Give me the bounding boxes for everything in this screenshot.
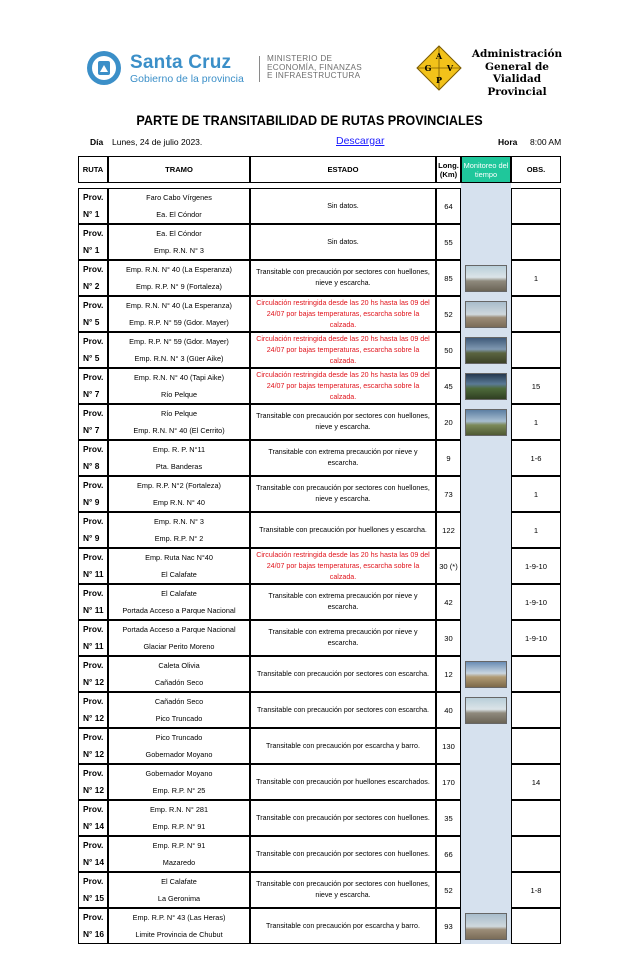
monitor-cell xyxy=(461,476,511,512)
monitor-cell xyxy=(461,368,511,404)
status-cell: Transitable con extrema precaución por nieve y escarcha. xyxy=(250,440,436,476)
route-cell: Prov. N° 7 xyxy=(78,368,108,404)
table-row xyxy=(78,404,561,440)
table-row xyxy=(78,476,561,512)
segment-cell: Cañadón Seco Pico Truncado xyxy=(108,692,250,728)
segment-cell: El Calafate La Geronima xyxy=(108,872,250,908)
day-value: Lunes, 24 de julio 2023. xyxy=(112,137,203,147)
monitor-cell xyxy=(461,656,511,692)
province-subtitle: Gobierno de la provincia xyxy=(130,73,244,85)
agency-name: Administración General de Vialidad Provincial xyxy=(471,48,563,98)
length-cell: 30 xyxy=(436,620,461,656)
length-cell: 122 xyxy=(436,512,461,548)
length-cell: 85 xyxy=(436,260,461,296)
table-row xyxy=(78,548,561,584)
route-cell: Prov. N° 1 xyxy=(78,188,108,224)
obs-cell: 1 xyxy=(511,260,561,296)
segment-cell: Río Pelque Emp. R.N. N° 40 (El Cerrito) xyxy=(108,404,250,440)
length-cell: 12 xyxy=(436,656,461,692)
route-cell: Prov. N° 5 xyxy=(78,296,108,332)
length-cell: 30 (*) xyxy=(436,548,461,584)
length-cell: 170 xyxy=(436,764,461,800)
weather-camera-thumbnail[interactable] xyxy=(465,913,507,940)
segment-cell: Emp. R.P. N°2 (Fortaleza) Emp R.N. N° 40 xyxy=(108,476,250,512)
agvp-letter: G xyxy=(424,63,432,73)
obs-cell: 1 xyxy=(511,476,561,512)
status-cell: Circulación restringida desde las 20 hs hasta las 09 del 24/07 por bajas temperaturas, escarcha sobre la calzada. xyxy=(250,332,436,368)
obs-cell: 1 xyxy=(511,512,561,548)
obs-cell: 14 xyxy=(511,764,561,800)
monitor-cell xyxy=(461,548,511,584)
monitor-cell xyxy=(461,404,511,440)
status-cell: Transitable con precaución por sectores con huellones, nieve y escarcha. xyxy=(250,872,436,908)
obs-cell xyxy=(511,656,561,692)
status-cell: Transitable con precaución por sectores con huellones, nieve y escarcha. xyxy=(250,260,436,296)
ministry-name: MINISTERIO DE ECONOMÍA, FINANZAS E INFRAESTRUCTURA xyxy=(267,54,363,81)
route-cell: Prov. N° 9 xyxy=(78,512,108,548)
monitor-cell xyxy=(461,908,511,944)
segment-cell: Ea. El Cóndor Emp. R.N. N° 3 xyxy=(108,224,250,260)
status-cell: Transitable con precaución por huellones escarchados. xyxy=(250,764,436,800)
monitor-cell xyxy=(461,296,511,332)
length-cell: 20 xyxy=(436,404,461,440)
status-cell: Sin datos. xyxy=(250,224,436,260)
monitor-cell xyxy=(461,584,511,620)
download-link[interactable]: Descargar xyxy=(336,135,385,147)
table-row xyxy=(78,872,561,908)
col-header-monitor: Monitoreo del tiempo xyxy=(461,156,511,183)
col-header-tramo: TRAMO xyxy=(108,156,250,183)
status-cell: Transitable con precaución por sectores con huellones. xyxy=(250,800,436,836)
route-cell: Prov. N° 12 xyxy=(78,656,108,692)
weather-camera-thumbnail[interactable] xyxy=(465,697,507,724)
table-row xyxy=(78,908,561,944)
obs-cell xyxy=(511,188,561,224)
col-header-ruta: RUTA xyxy=(78,156,108,183)
status-cell: Transitable con precaución por sectores con escarcha. xyxy=(250,692,436,728)
route-cell: Prov. N° 5 xyxy=(78,332,108,368)
agvp-letter: V xyxy=(446,63,454,73)
route-cell: Prov. N° 15 xyxy=(78,872,108,908)
segment-cell: Emp. R.N. N° 281 Emp. R.P. N° 91 xyxy=(108,800,250,836)
obs-cell xyxy=(511,728,561,764)
weather-camera-thumbnail[interactable] xyxy=(465,373,507,400)
segment-cell: Faro Cabo Vírgenes Ea. El Cóndor xyxy=(108,188,250,224)
agvp-letter: A xyxy=(435,51,443,61)
obs-cell xyxy=(511,296,561,332)
route-cell: Prov. N° 7 xyxy=(78,404,108,440)
monitor-cell xyxy=(461,440,511,476)
obs-cell: 1 xyxy=(511,404,561,440)
table-row xyxy=(78,332,561,368)
route-cell: Prov. N° 9 xyxy=(78,476,108,512)
monitor-cell xyxy=(461,332,511,368)
segment-cell: Gobernador Moyano Emp. R.P. N° 25 xyxy=(108,764,250,800)
status-cell: Transitable con precaución por huellones y escarcha. xyxy=(250,512,436,548)
segment-cell: Pico Truncado Gobernador Moyano xyxy=(108,728,250,764)
length-cell: 42 xyxy=(436,584,461,620)
col-header-obs: OBS. xyxy=(511,156,561,183)
monitor-cell xyxy=(461,188,511,224)
route-cell: Prov. N° 11 xyxy=(78,584,108,620)
status-cell: Transitable con extrema precaución por nieve y escarcha. xyxy=(250,620,436,656)
length-cell: 93 xyxy=(436,908,461,944)
route-cell: Prov. N° 2 xyxy=(78,260,108,296)
segment-cell: El Calafate Portada Acceso a Parque Nacional xyxy=(108,584,250,620)
length-cell: 9 xyxy=(436,440,461,476)
length-cell: 52 xyxy=(436,872,461,908)
route-cell: Prov. N° 16 xyxy=(78,908,108,944)
table-row xyxy=(78,620,561,656)
obs-cell: 15 xyxy=(511,368,561,404)
table-row xyxy=(78,440,561,476)
weather-camera-thumbnail[interactable] xyxy=(465,337,507,364)
obs-cell: 1-8 xyxy=(511,872,561,908)
monitor-cell xyxy=(461,260,511,296)
route-cell: Prov. N° 14 xyxy=(78,800,108,836)
status-cell: Transitable con precaución por escarcha y barro. xyxy=(250,908,436,944)
table-row xyxy=(78,728,561,764)
routes-table xyxy=(78,156,561,944)
agvp-letter: P xyxy=(435,75,443,85)
table-header-row xyxy=(78,156,561,183)
length-cell: 40 xyxy=(436,692,461,728)
header-divider xyxy=(259,56,260,82)
obs-cell xyxy=(511,800,561,836)
length-cell: 50 xyxy=(436,332,461,368)
province-name: Santa Cruz xyxy=(130,52,232,73)
weather-camera-thumbnail[interactable] xyxy=(465,409,507,436)
col-header-long: Long. (Km) xyxy=(436,156,461,183)
table-row xyxy=(78,692,561,728)
obs-cell: 1-9-10 xyxy=(511,548,561,584)
segment-cell: Emp. R.N. N° 3 Emp. R.P. N° 2 xyxy=(108,512,250,548)
length-cell: 130 xyxy=(436,728,461,764)
monitor-cell xyxy=(461,800,511,836)
status-cell: Transitable con extrema precaución por nieve y escarcha. xyxy=(250,584,436,620)
table-row xyxy=(78,656,561,692)
route-cell: Prov. N° 12 xyxy=(78,764,108,800)
segment-cell: Emp. R.N. N° 40 (La Esperanza) Emp. R.P. N° 59 (Gdor. Mayer) xyxy=(108,296,250,332)
length-cell: 73 xyxy=(436,476,461,512)
hour-label: Hora xyxy=(498,137,518,147)
length-cell: 55 xyxy=(436,224,461,260)
segment-cell: Emp. R.P. N° 91 Mazaredo xyxy=(108,836,250,872)
monitor-cell xyxy=(461,512,511,548)
obs-cell: 1-9-10 xyxy=(511,620,561,656)
table-row xyxy=(78,764,561,800)
route-cell: Prov. N° 8 xyxy=(78,440,108,476)
monitor-cell xyxy=(461,692,511,728)
table-row xyxy=(78,512,561,548)
segment-cell: Emp. R.N. N° 40 (La Esperanza) Emp. R.P. N° 9 (Fortaleza) xyxy=(108,260,250,296)
segment-cell: Caleta Olivia Cañadón Seco xyxy=(108,656,250,692)
monitor-cell xyxy=(461,224,511,260)
status-cell: Circulación restringida desde las 20 hs hasta las 09 del 24/07 por bajas temperaturas, escarcha sobre la calzada. xyxy=(250,548,436,584)
status-cell: Circulación restringida desde las 20 hs hasta las 09 del 24/07 por bajas temperaturas, escarcha sobre la calzada. xyxy=(250,296,436,332)
status-cell: Circulación restringida desde las 20 hs hasta las 09 del 24/07 por bajas temperaturas, escarcha sobre la calzada. xyxy=(250,368,436,404)
obs-cell xyxy=(511,332,561,368)
table-row xyxy=(78,836,561,872)
table-row xyxy=(78,296,561,332)
segment-cell: Emp. R.N. N° 40 (Tapi Aike) Río Pelque xyxy=(108,368,250,404)
santa-cruz-logo-icon xyxy=(86,50,122,86)
status-cell: Transitable con precaución por sectores con huellones, nieve y escarcha. xyxy=(250,404,436,440)
length-cell: 66 xyxy=(436,836,461,872)
length-cell: 64 xyxy=(436,188,461,224)
table-row xyxy=(78,188,561,224)
page-title: PARTE DE TRANSITABILIDAD DE RUTAS PROVINCIALES xyxy=(136,113,483,128)
col-header-estado: ESTADO xyxy=(250,156,436,183)
obs-cell xyxy=(511,692,561,728)
length-cell: 52 xyxy=(436,296,461,332)
monitor-cell xyxy=(461,836,511,872)
status-cell: Transitable con precaución por sectores con huellones, nieve y escarcha. xyxy=(250,476,436,512)
segment-cell: Portada Acceso a Parque Nacional Glaciar Perito Moreno xyxy=(108,620,250,656)
obs-cell xyxy=(511,836,561,872)
status-cell: Sin datos. xyxy=(250,188,436,224)
weather-camera-thumbnail[interactable] xyxy=(465,265,507,292)
hour-value: 8:00 AM xyxy=(530,137,562,147)
length-cell: 35 xyxy=(436,800,461,836)
status-cell: Transitable con precaución por sectores con escarcha. xyxy=(250,656,436,692)
monitor-cell xyxy=(461,872,511,908)
status-cell: Transitable con precaución por escarcha y barro. xyxy=(250,728,436,764)
length-cell: 45 xyxy=(436,368,461,404)
table-row xyxy=(78,260,561,296)
segment-cell: Emp. R. P. N°11 Pta. Banderas xyxy=(108,440,250,476)
day-label: Día xyxy=(90,137,104,147)
table-row xyxy=(78,800,561,836)
route-cell: Prov. N° 1 xyxy=(78,224,108,260)
route-cell: Prov. N° 11 xyxy=(78,548,108,584)
document-header xyxy=(0,0,619,105)
segment-cell: Emp. R.P. N° 59 (Gdor. Mayer) Emp. R.N. N° 3 (Güer Aike) xyxy=(108,332,250,368)
route-cell: Prov. N° 12 xyxy=(78,692,108,728)
monitor-cell xyxy=(461,728,511,764)
segment-cell: Emp. R.P. N° 43 (Las Heras) Limite Provincia de Chubut xyxy=(108,908,250,944)
obs-cell xyxy=(511,908,561,944)
weather-camera-thumbnail[interactable] xyxy=(465,301,507,328)
status-cell: Transitable con precaución por sectores con huellones. xyxy=(250,836,436,872)
agvp-logo-icon xyxy=(416,45,462,91)
segment-cell: Emp. Ruta Nac N°40 El Calafate xyxy=(108,548,250,584)
route-cell: Prov. N° 11 xyxy=(78,620,108,656)
route-cell: Prov. N° 14 xyxy=(78,836,108,872)
obs-cell: 1-6 xyxy=(511,440,561,476)
monitor-cell xyxy=(461,764,511,800)
table-row xyxy=(78,224,561,260)
obs-cell: 1-9-10 xyxy=(511,584,561,620)
route-cell: Prov. N° 12 xyxy=(78,728,108,764)
table-row xyxy=(78,584,561,620)
weather-camera-thumbnail[interactable] xyxy=(465,661,507,688)
table-row xyxy=(78,368,561,404)
obs-cell xyxy=(511,224,561,260)
monitor-cell xyxy=(461,620,511,656)
